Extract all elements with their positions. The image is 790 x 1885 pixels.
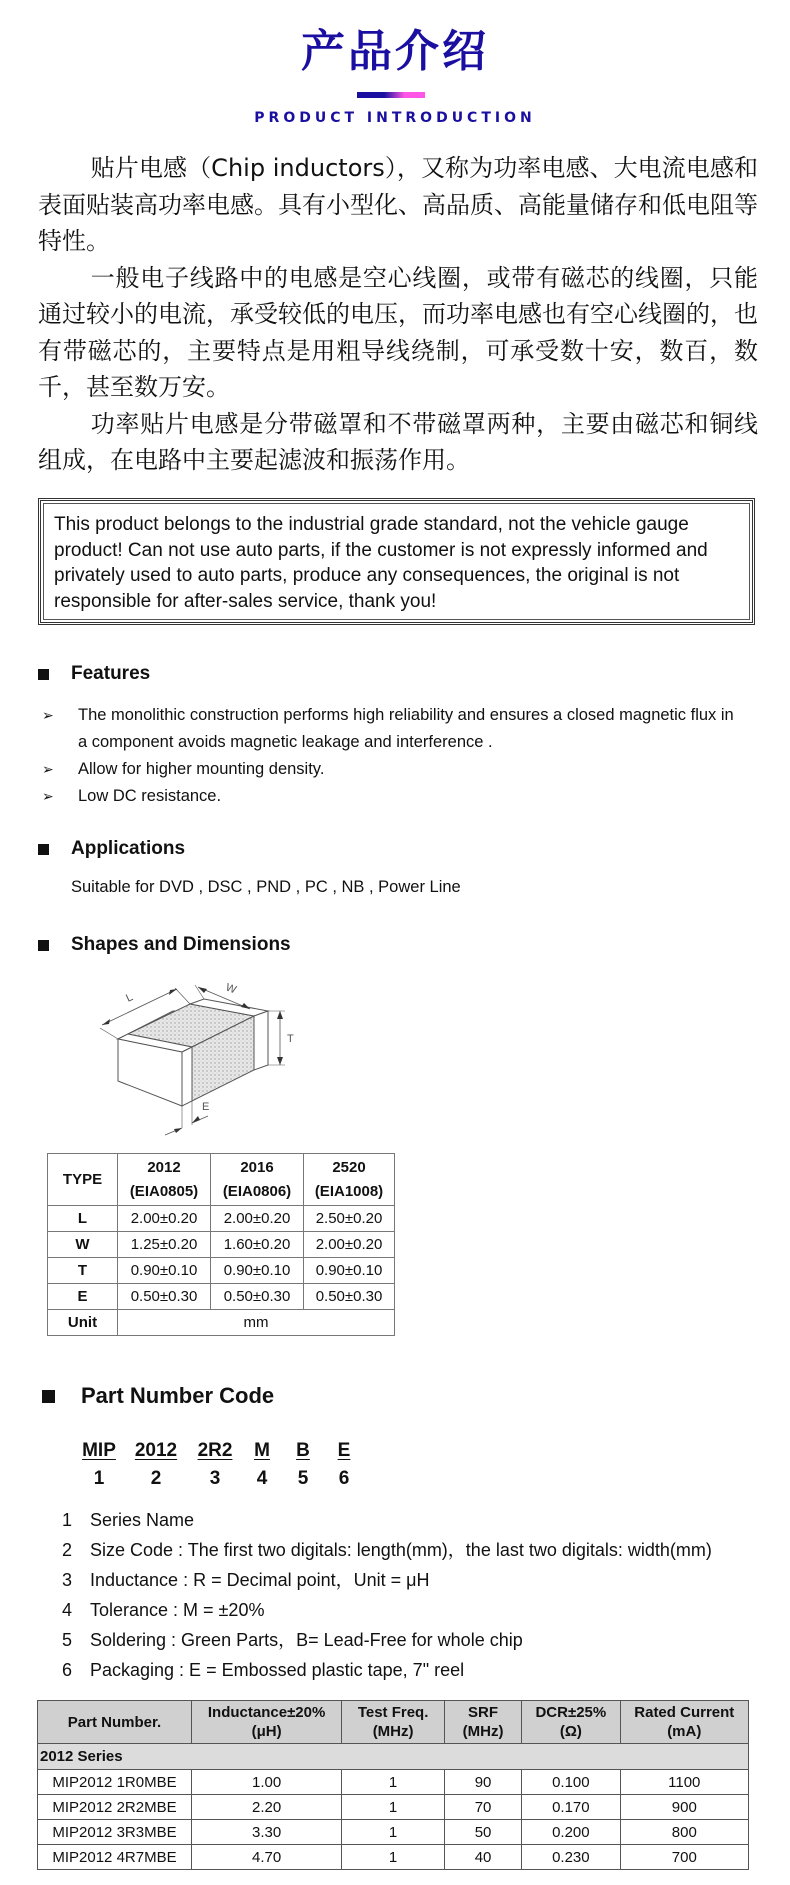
- legend-item: 1 Series Name: [62, 1510, 195, 1530]
- table-row: W 1.25±0.20 1.60±0.20 2.00±0.20: [48, 1232, 395, 1258]
- pn-segment: B 5: [296, 1440, 310, 1489]
- table-row: L 2.00±0.20 2.00±0.20 2.50±0.20: [48, 1206, 395, 1232]
- legend-item: 6 Packaging : E = Embossed plastic tape, 7" reel: [62, 1660, 465, 1680]
- square-bullet-icon: [42, 1390, 55, 1403]
- legend-item: 2 Size Code : The first two digitals: length(mm)，the last two digitals: width(mm): [62, 1540, 712, 1560]
- svg-text:T: T: [287, 1033, 294, 1045]
- col-header: DCR±25% (Ω): [522, 1701, 620, 1744]
- chip-dimension-diagram: [90, 970, 310, 1140]
- svg-text:L: L: [124, 991, 135, 1005]
- features-heading-label: Features: [71, 663, 151, 684]
- shapes-heading-label: Shapes and Dimensions: [71, 934, 291, 955]
- arrow-bullet-icon: ➢: [42, 761, 54, 777]
- applications-heading: [38, 838, 185, 860]
- pn-segment: M 4: [254, 1440, 270, 1489]
- title-underline-bar: [357, 92, 425, 98]
- svg-text:W: W: [223, 981, 238, 997]
- size-header: 2016 (EIA0806): [211, 1154, 304, 1206]
- part-number-heading-label: Part Number Code: [81, 1383, 275, 1408]
- applications-heading-label: Applications: [71, 838, 186, 859]
- part-number-heading: [42, 1383, 274, 1409]
- series-row: 2012 Series: [38, 1744, 749, 1770]
- pn-segment: E 6: [337, 1440, 351, 1489]
- col-header: Inductance±20% (μH): [191, 1701, 341, 1744]
- intro-paragraph: 贴片电感（Chip inductors），又称为功率电感、大电流电感和表面贴装高功率电感。具有小型化、高品质、高能量储存和低电阻等特性。: [38, 154, 758, 255]
- arrow-bullet-icon: ➢: [42, 707, 54, 723]
- intro-text: [38, 150, 758, 479]
- feature-text: Low DC resistance.: [78, 787, 222, 805]
- intro-paragraph: 一般电子线路中的电感是空心线圈，或带有磁芯的线圈，只能通过较小的电流，承受较低的电压，而功率电感也有空心线圈的，也有带磁芯的，主要特点是用粗导线绕制，可承受数十安，数百，数千，甚至数万安。: [38, 263, 758, 401]
- square-bullet-icon: [38, 844, 49, 855]
- table-row: MIP2012 3R3MBE 3.30 1 50 0.200 800: [38, 1820, 749, 1845]
- legend-item: 4 Tolerance : M = ±20%: [62, 1600, 265, 1620]
- type-header: TYPE: [48, 1154, 118, 1206]
- features-heading: [38, 663, 150, 685]
- col-header: Part Number.: [38, 1701, 192, 1744]
- table-row: MIP2012 4R7MBE 4.70 1 40 0.230 700: [38, 1845, 749, 1870]
- spec-table: [37, 1700, 749, 1870]
- legend-item: 3 Inductance : R = Decimal point，Unit = μH: [62, 1570, 430, 1590]
- notice-text: This product belongs to the industrial grade standard, not the vehicle gauge product! Can not use auto parts, if the customer is not expressly informed and privately used to auto parts, produce any consequences, the original is not responsible for after-sales service, thank you!: [43, 503, 750, 620]
- pn-segment: 2R2 3: [197, 1440, 233, 1489]
- features-list: [42, 702, 782, 810]
- size-header: 2012 (EIA0805): [118, 1154, 211, 1206]
- notice-box: [38, 498, 755, 625]
- square-bullet-icon: [38, 940, 49, 951]
- feature-item: [42, 783, 782, 810]
- table-row: E 0.50±0.30 0.50±0.30 0.50±0.30: [48, 1284, 395, 1310]
- arrow-bullet-icon: ➢: [42, 788, 54, 804]
- spec-header-row: [38, 1701, 749, 1744]
- table-row: MIP2012 2R2MBE 2.20 1 70 0.170 900: [38, 1795, 749, 1820]
- table-row: Unit mm: [48, 1310, 395, 1336]
- feature-text: Allow for higher mounting density.: [78, 760, 325, 778]
- applications-text: Suitable for DVD , DSC , PND , PC , NB , Power Line: [71, 878, 461, 896]
- col-header: Test Freq. (MHz): [342, 1701, 445, 1744]
- table-row: T 0.90±0.10 0.90±0.10 0.90±0.10: [48, 1258, 395, 1284]
- col-header: Rated Current (mA): [620, 1701, 748, 1744]
- pn-segment: 2012 2: [134, 1440, 178, 1489]
- svg-text:E: E: [202, 1101, 210, 1113]
- intro-paragraph: 功率贴片电感是分带磁罩和不带磁罩两种，主要由磁芯和铜线组成，在电路中主要起滤波和振荡作用。: [38, 409, 758, 474]
- square-bullet-icon: [38, 669, 49, 680]
- table-row: MIP2012 1R0MBE 1.00 1 90 0.100 1100: [38, 1770, 749, 1795]
- page-subtitle: PRODUCT INTRODUCTION: [254, 110, 536, 126]
- dimensions-table: [47, 1153, 395, 1336]
- page-title: 产品介绍: [301, 26, 489, 77]
- feature-item: [42, 702, 782, 729]
- feature-text-cont: a component avoids magnetic leakage and interference .: [78, 733, 493, 751]
- feature-text: The monolithic construction performs high reliability and ensures a closed magnetic flux in: [78, 706, 734, 724]
- pn-segment: MIP 1: [82, 1440, 116, 1489]
- col-header: SRF (MHz): [444, 1701, 521, 1744]
- size-header: 2520 (EIA1008): [304, 1154, 395, 1206]
- part-number-legend: [62, 1505, 712, 1685]
- feature-item: [42, 756, 782, 783]
- shapes-heading: [38, 934, 291, 956]
- legend-item: 5 Soldering : Green Parts，B= Lead-Free for whole chip: [62, 1630, 523, 1650]
